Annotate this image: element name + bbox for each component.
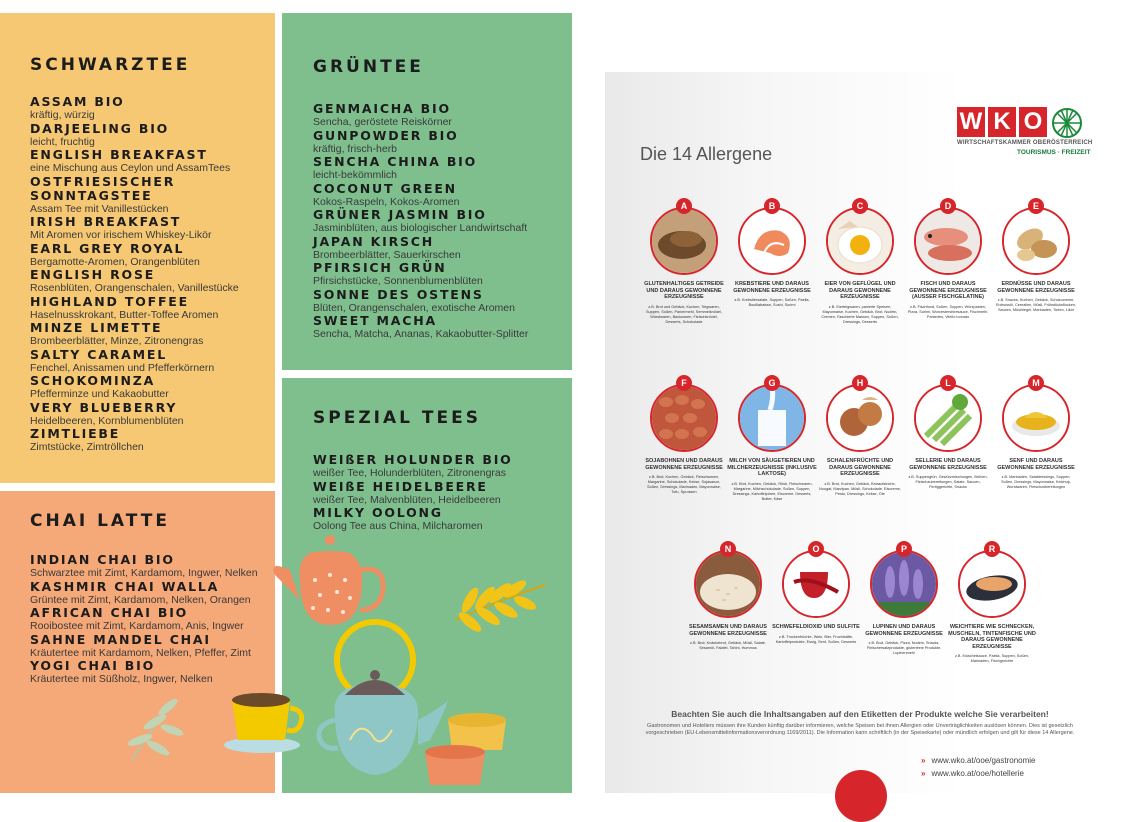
tea-desc: kräftig, würzig [30,109,95,121]
allergen-name: GLUTENHALTIGES GETREIDE UND DARAUS GEWONNENE ERZEUGNISSE [644,281,724,300]
tea-name: GENMAICHA BIO [313,101,451,116]
allergen-o [771,544,861,645]
tea-name: INDIAN CHAI BIO [30,552,175,567]
tea-desc: Brombeerblätter, Sauerkirschen [313,248,461,261]
allergen-name: LUPINEN UND DARAUS GEWONNENE ERZEUGNISSE [865,624,943,637]
tea-desc: eine Mischung aus Ceylon und AssamTees [30,162,231,174]
allergen-image [782,550,850,618]
allergen-image [738,384,806,452]
poster-link-text[interactable]: www.wko.at/ooe/hotellerie [931,769,1024,778]
tea-desc: Haselnusskrokant, Butter-Toffee Aromen [30,308,219,321]
red-circle-decoration [835,770,887,822]
allergen-code-badge: L [940,375,956,391]
tea-name: DARJEELING BIO [30,120,170,136]
schwarztee-panel [0,13,275,483]
allergen-examples: z.B. Snacks, Kuchen, Gebäck, Schokocreme, Erdnussöl, Cerealien, Müsli, Frühstücksflocken, Saucen, Müsliriegel, Marinaden, Torten, Likör [996,298,1076,312]
tea-name: GRÜNER JASMIN BIO [313,207,487,222]
tea-desc: weißer Tee, Malvenblüten, Heidelbeeren [313,493,501,506]
poster-link-gastronomie[interactable] [921,756,1036,765]
tea-name: SENCHA CHINA BIO [313,154,478,169]
spezial-title: SPEZIAL TEES [313,408,481,428]
tea-desc: Fenchel, Anissamen und Pfefferkörnern [30,361,215,374]
tea-name: WEIßER HOLUNDER BIO [313,452,513,467]
allergen-name: ERDNÜSSE UND DARAUS GEWONNENE ERZEUGNISSE [997,281,1075,294]
allergen-image [1002,207,1070,275]
allergen-d [903,201,993,320]
tea-name: ZIMTLIEBE [30,426,121,441]
allergen-examples: z.B. Brot, Gebäck, Pizza, Nudeln, Snacks, Fleischersatzprodukte, glutenfreie Produkte, Lupinenmehl [866,641,942,655]
tea-desc: Brombeerblätter, Minze, Zitronengras [30,335,204,347]
tea-name: PFIRSICH GRÜN [313,260,447,275]
tea-name: YOGI CHAI BIO [30,658,156,673]
allergen-examples: z.B. Marinaden, Salatdressings, Suppen, Soßen, Dressings, Mayonnaise, Ketchup, Wurstwaren, Fleischzubereitungen [1001,475,1071,489]
poster-note-text: Gastronomen und Hoteliers müssen ihre Kunden künftig darüber informieren, welche Speisen bei ihnen Allergien oder Unverträglichkeiten auslösen können. Dies ist gesetzlich vorgeschrieben (EU-Lebensmittelinformationsverordnung 1169/2011). Die Information kann schriftlich (in der Speisekarte) oder mündlich erfolgen und gilt für diese 14 Allergene. [645,723,1075,736]
allergen-name: FISCH UND DARAUS GEWONNENE ERZEUGNISSE (AUSSER FISCHGELATINE) [909,281,987,300]
allergen-p [859,544,949,656]
allergen-m [991,378,1081,490]
tea-name: HIGHLAND TOFFEE [30,293,189,309]
wko-logo-letter: O [1019,107,1047,137]
tea-name: JAPAN KIRSCH [313,233,435,249]
tea-name: SONNTAGSTEE [30,187,153,203]
poster-link-text[interactable]: www.wko.at/ooe/gastronomie [931,756,1036,765]
tea-desc: Pfirsichstücke, Sonnenblumenblüten [313,275,483,287]
allergen-code-badge: R [984,541,1000,557]
allergen-code-badge: C [852,198,868,214]
tea-desc: Assam Tee mit Vanillestücken [30,202,169,215]
allergen-image [870,550,938,618]
tea-desc: Kräutertee mit Kardamom, Nelken, Pfeffer, Zimt [30,646,251,659]
wine-icon [784,552,848,616]
allergen-image [914,207,982,275]
allergen-name: SESAMSAMEN UND DARAUS GEWONNENE ERZEUGNISSE [689,624,767,637]
tea-name: IRISH BREAKFAST [30,214,182,229]
allergen-name: EIER VON GEFLÜGEL UND DARAUS GEWONNENE ERZEUGNISSE [824,281,896,300]
allergen-code-badge: E [1028,198,1044,214]
allergen-code-badge: N [720,541,736,557]
tea-name: EARL GREY ROYAL [30,240,185,256]
allergen-c [815,201,905,325]
allergen-code-badge: P [896,541,912,557]
allergen-b [727,201,817,308]
allergen-examples: z.B. Brot, Kuchen, Gebäck, Fleischwaren, Margarine, Schokolade, Kekse, Sojasauce, Soßen, Dressings, Marinaden, Mayonnaise, Tofu, Sprossen [647,475,721,494]
egg-icon [828,209,892,273]
allergen-name: SENF UND DARAUS GEWONNENE ERZEUGNISSE [997,458,1075,471]
schwarztee-title: SCHWARZTEE [30,55,191,75]
lupine-icon [872,552,936,616]
mustard-icon [1004,386,1068,450]
tea-desc: Zimtstücke, Zimtröllchen [30,441,144,453]
soy-icon [652,386,716,450]
allergen-examples: z.B. Brot, Kuchen, Gebäck, Brotaufstriche, Nougat, Marzipan, Müsli, Schokolade, Eiscreme, Pesto, Dressings, Kekse, Öle [819,481,901,496]
tea-desc: Heidelbeeren, Kornblumenblüten [30,414,184,427]
allergen-examples: z.B. Brot, Kuchen, Gebäck, Rösti, Fleischwaren, Margarine, Milchschokolade, Soßen, Suppen, Dressings, Kartoffelpüree, Eiscreme, Desserts, Butter, Käse [731,481,813,501]
allergen-examples: z.B. Fischfond, Soßen, Suppen, Würzpasten, Pizza, Surimi, Worcestershiresauce, Fischmehl, Paniertes, Vitello tonnato [907,304,989,319]
tea-name: MINZE LIMETTE [30,320,163,335]
tea-desc: Sencha, Matcha, Ananas, Kakaobutter-Splitter [313,328,529,340]
chai-list [30,553,275,686]
chai-title: CHAI LATTE [30,511,170,531]
allergen-h [815,378,905,497]
tea-desc: Grüntee mit Zimt, Kardamom, Nelken, Orangen [30,593,251,606]
allergen-l [903,378,993,490]
allergen-n [683,544,773,651]
allergen-name: KREBSTIERE UND DARAUS GEWONNENE ERZEUGNISSE [733,281,811,294]
allergen-examples: z.B. Suppengrün, Gewürzmischungen, Brühen, Fleischzubereitungen, Salate, Saucen, Fertiggerichte, Snacks [908,475,988,489]
tea-name: VERY BLUEBERRY [30,399,178,415]
double-chevron-right-icon: » [921,756,926,765]
allergen-examples: z.B. Eierteigwaren, panierte Speisen, Mayonnaise, Kuchen, Gebäck, Brot, Nudeln, Cremen, Faschierte Massen, Suppen, Soßen, Dressings, Desserts [821,304,899,324]
allergen-name: SCHALENFRÜCHTE UND DARAUS GEWONNENE ERZEUGNISSE [826,458,894,477]
tea-name: AFRICAN CHAI BIO [30,605,189,620]
sesame-icon [696,552,760,616]
tea-desc: Jasminblüten, aus biologischer Landwirtschaft [313,222,528,234]
tea-name: ENGLISH BREAKFAST [30,147,208,162]
schwarztee-list [30,95,275,454]
mussel-icon [960,552,1024,616]
allergen-g [727,378,817,502]
tea-name: WEIßE HEIDELBEERE [313,478,488,494]
allergen-examples: z.B. Brot, Knäckebrot, Gebäck, Müsli, Salate, Sesamöl, Falafel, Tahini, Hummus [690,641,766,650]
allergen-code-badge: H [852,375,868,391]
tea-name: SWEET MACHA [313,313,437,328]
tea-desc: Rosenblüten, Orangenschalen, Vanillestücke [30,282,239,294]
tea-name: OSTFRIESISCHER [30,173,176,189]
tea-desc: Mit Aromen vor irischem Whiskey-Likör [30,229,212,241]
allergen-examples: z.B. Krebstiersalate, Suppen, Soßen, Paella, Bouillabaisse, Sushi, Surimi [734,298,810,307]
gruentee-panel [282,13,572,370]
allergen-poster [605,72,1117,793]
spezial-panel [282,378,572,793]
allergen-code-badge: G [764,375,780,391]
gruentee-list [313,102,572,341]
tea-desc: weißer Tee, Holunderblüten, Zitronengras [313,467,506,479]
poster-title: Die 14 Allergene [640,144,773,164]
allergen-image [650,207,718,275]
tea-desc: Kokos-Raspeln, Kokos-Aromen [313,195,460,208]
tea-desc: Bergamotte-Aromen, Orangenblüten [30,255,200,268]
tea-name: COCONUT GREEN [313,180,457,196]
tea-desc: Kräutertee mit Süßholz, Ingwer, Nelken [30,673,213,685]
allergen-examples: z.B. Brot und Gebäck, Kuchen, Teigwaren, Suppen, Soßen, Paniermehl, Semmelknödel, Würstwaren, Backwaren, Fleischknödel, Desserts, Schokolade [646,304,722,324]
tea-name: MILKY OOLONG [313,505,443,520]
tea-name: SAHNE MANDEL CHAI [30,631,211,647]
allergen-examples: z.B. Muschelsauce, Paella, Suppen, Soßen, Marinaden, Fischgerichte [954,654,1030,663]
tea-desc: Pfefferminze und Kakaobutter [30,388,169,400]
allergen-examples: z.B. Trockenfrüchte, Wein, Bier, Fruchtsäfte, Kartoffelprodukte, Essig, Senf, Soßen, Desserts [775,634,857,644]
poster-link-hotellerie[interactable] [921,769,1024,778]
celery-icon [916,386,980,450]
allergen-name: SOJABOHNEN UND DARAUS GEWONNENE ERZEUGNISSE [645,458,723,471]
allergen-image [914,384,982,452]
wko-logo-tagline: TOURISMUS · FREIZEIT [1017,149,1091,156]
tea-desc: Schwarztee mit Zimt, Kardamom, Ingwer, Nelken [30,567,258,579]
tea-desc: Blüten, Orangenschalen, exotische Aromen [313,301,515,314]
tea-desc: Rooibostee mit Zimt, Kardamom, Anis, Ingwer [30,620,244,632]
poster-note-title: Beachten Sie auch die Inhaltsangaben auf den Etiketten der Produkte welche Sie verarbeiten! [671,709,1049,719]
spezial-list [313,453,572,533]
allergen-image [650,384,718,452]
allergen-code-badge: O [808,541,824,557]
tea-name: KASHMIR CHAI WALLA [30,578,220,594]
allergen-code-badge: D [940,198,956,214]
allergen-code-badge: A [676,198,692,214]
allergen-image [694,550,762,618]
wko-logo-subtitle: WIRTSCHAFTSKAMMER OBERÖSTERREICH [957,140,1093,146]
allergen-code-badge: M [1028,375,1044,391]
tea-desc: leicht, fruchtig [30,135,95,148]
shrimp-icon [740,209,804,273]
allergen-name: WEICHTIERE WIE SCHNECKEN, MUSCHELN, TINTENFISCHE UND DARAUS GEWONNENE ERZEUGNISSE [948,624,1036,650]
allergen-a [639,201,729,325]
tea-desc: kräftig, frisch-herb [313,142,398,155]
bread-icon [652,209,716,273]
hazelnut-icon [828,386,892,450]
allergen-image [826,207,894,275]
wko-logo [957,107,1092,182]
tea-name: SALTY CARAMEL [30,346,167,362]
fish-icon [916,209,980,273]
wko-logo-letter: W [957,107,985,137]
milk-icon [740,386,804,450]
allergen-image [738,207,806,275]
allergen-r [947,544,1037,664]
allergen-name: SCHWEFELDIOXID UND SULFITE [772,624,860,630]
tea-desc: Sencha, geröstete Reiskörner [313,116,452,128]
allergen-e [991,201,1081,313]
tea-name: SONNE DES OSTENS [313,286,484,302]
tea-name: SCHOKOMINZA [30,373,156,388]
allergen-image [1002,384,1070,452]
wko-logo-letter: K [988,107,1016,137]
tea-name: ASSAM BIO [30,94,125,109]
gruentee-title: GRÜNTEE [313,57,424,77]
allergen-image [826,384,894,452]
tea-name: GUNPOWDER BIO [313,127,459,143]
allergen-code-badge: B [764,198,780,214]
double-chevron-right-icon: » [921,769,926,778]
wko-wheel-icon [1051,107,1083,139]
allergen-code-badge: F [676,375,692,391]
tea-desc: leicht-bekömmlich [313,169,398,181]
chai-panel [0,491,275,793]
allergen-name: MILCH VON SÄUGETIEREN UND MILCHERZEUGNISSE (INKLUSIVE LAKTOSE) [727,458,817,477]
allergen-image [958,550,1026,618]
allergen-f [639,378,729,495]
peanut-icon [1004,209,1068,273]
tea-desc: Oolong Tee aus China, Milcharomen [313,520,483,532]
tea-name: ENGLISH ROSE [30,267,156,282]
allergen-name: SELLERIE UND DARAUS GEWONNENE ERZEUGNISSE [909,458,987,471]
